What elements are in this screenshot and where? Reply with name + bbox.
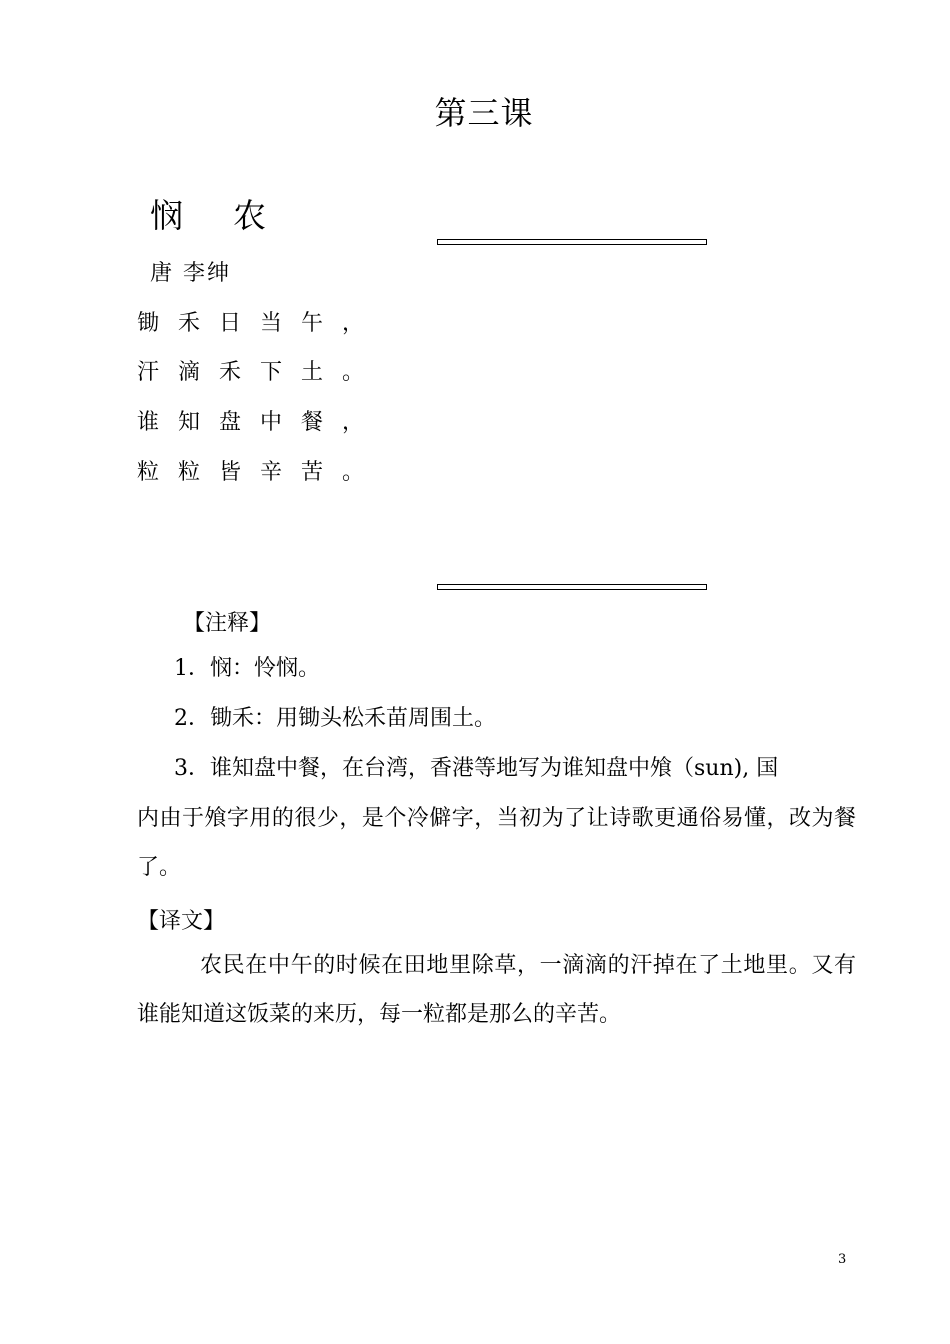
translation-heading: 【译文】 bbox=[137, 909, 226, 934]
note-item: 1．悯：怜悯。 bbox=[174, 656, 320, 681]
note-item-3-continuation: 内由于飧字用的很少，是个冷僻字，当初为了让诗歌更通俗易懂，改为餐了。 bbox=[137, 806, 856, 880]
note-item: 2．锄禾：用锄头松禾苗周围土。 bbox=[174, 706, 496, 731]
decorative-bar-bottom bbox=[437, 584, 707, 590]
poem-line: 锄禾日当午， bbox=[137, 311, 384, 336]
poem-author: 唐 李绅 bbox=[150, 261, 231, 286]
page-number: 3 bbox=[838, 1252, 847, 1267]
lesson-title: 第三课 bbox=[434, 94, 534, 132]
notes-heading: 【注释】 bbox=[183, 611, 272, 636]
poem-line: 粒粒皆辛苦。 bbox=[137, 460, 384, 485]
poem-title-char: 农 bbox=[233, 196, 316, 235]
decorative-bar-top bbox=[437, 239, 707, 245]
poem-line: 汗滴禾下土。 bbox=[137, 360, 384, 385]
poem-title-char: 悯 bbox=[150, 196, 233, 235]
poem-line: 谁知盘中餐， bbox=[137, 410, 384, 435]
note-item-3-first-line: 3．谁知盘中餐，在台湾，香港等地写为谁知盘中飧（sun), 国 bbox=[174, 756, 779, 781]
translation-text: 农民在中午的时候在田地里除草，一滴滴的汗掉在了土地里。又有谁能知道这饭菜的来历，每一粒都是那么的辛苦。 bbox=[137, 953, 856, 1027]
poem-title bbox=[150, 190, 316, 237]
